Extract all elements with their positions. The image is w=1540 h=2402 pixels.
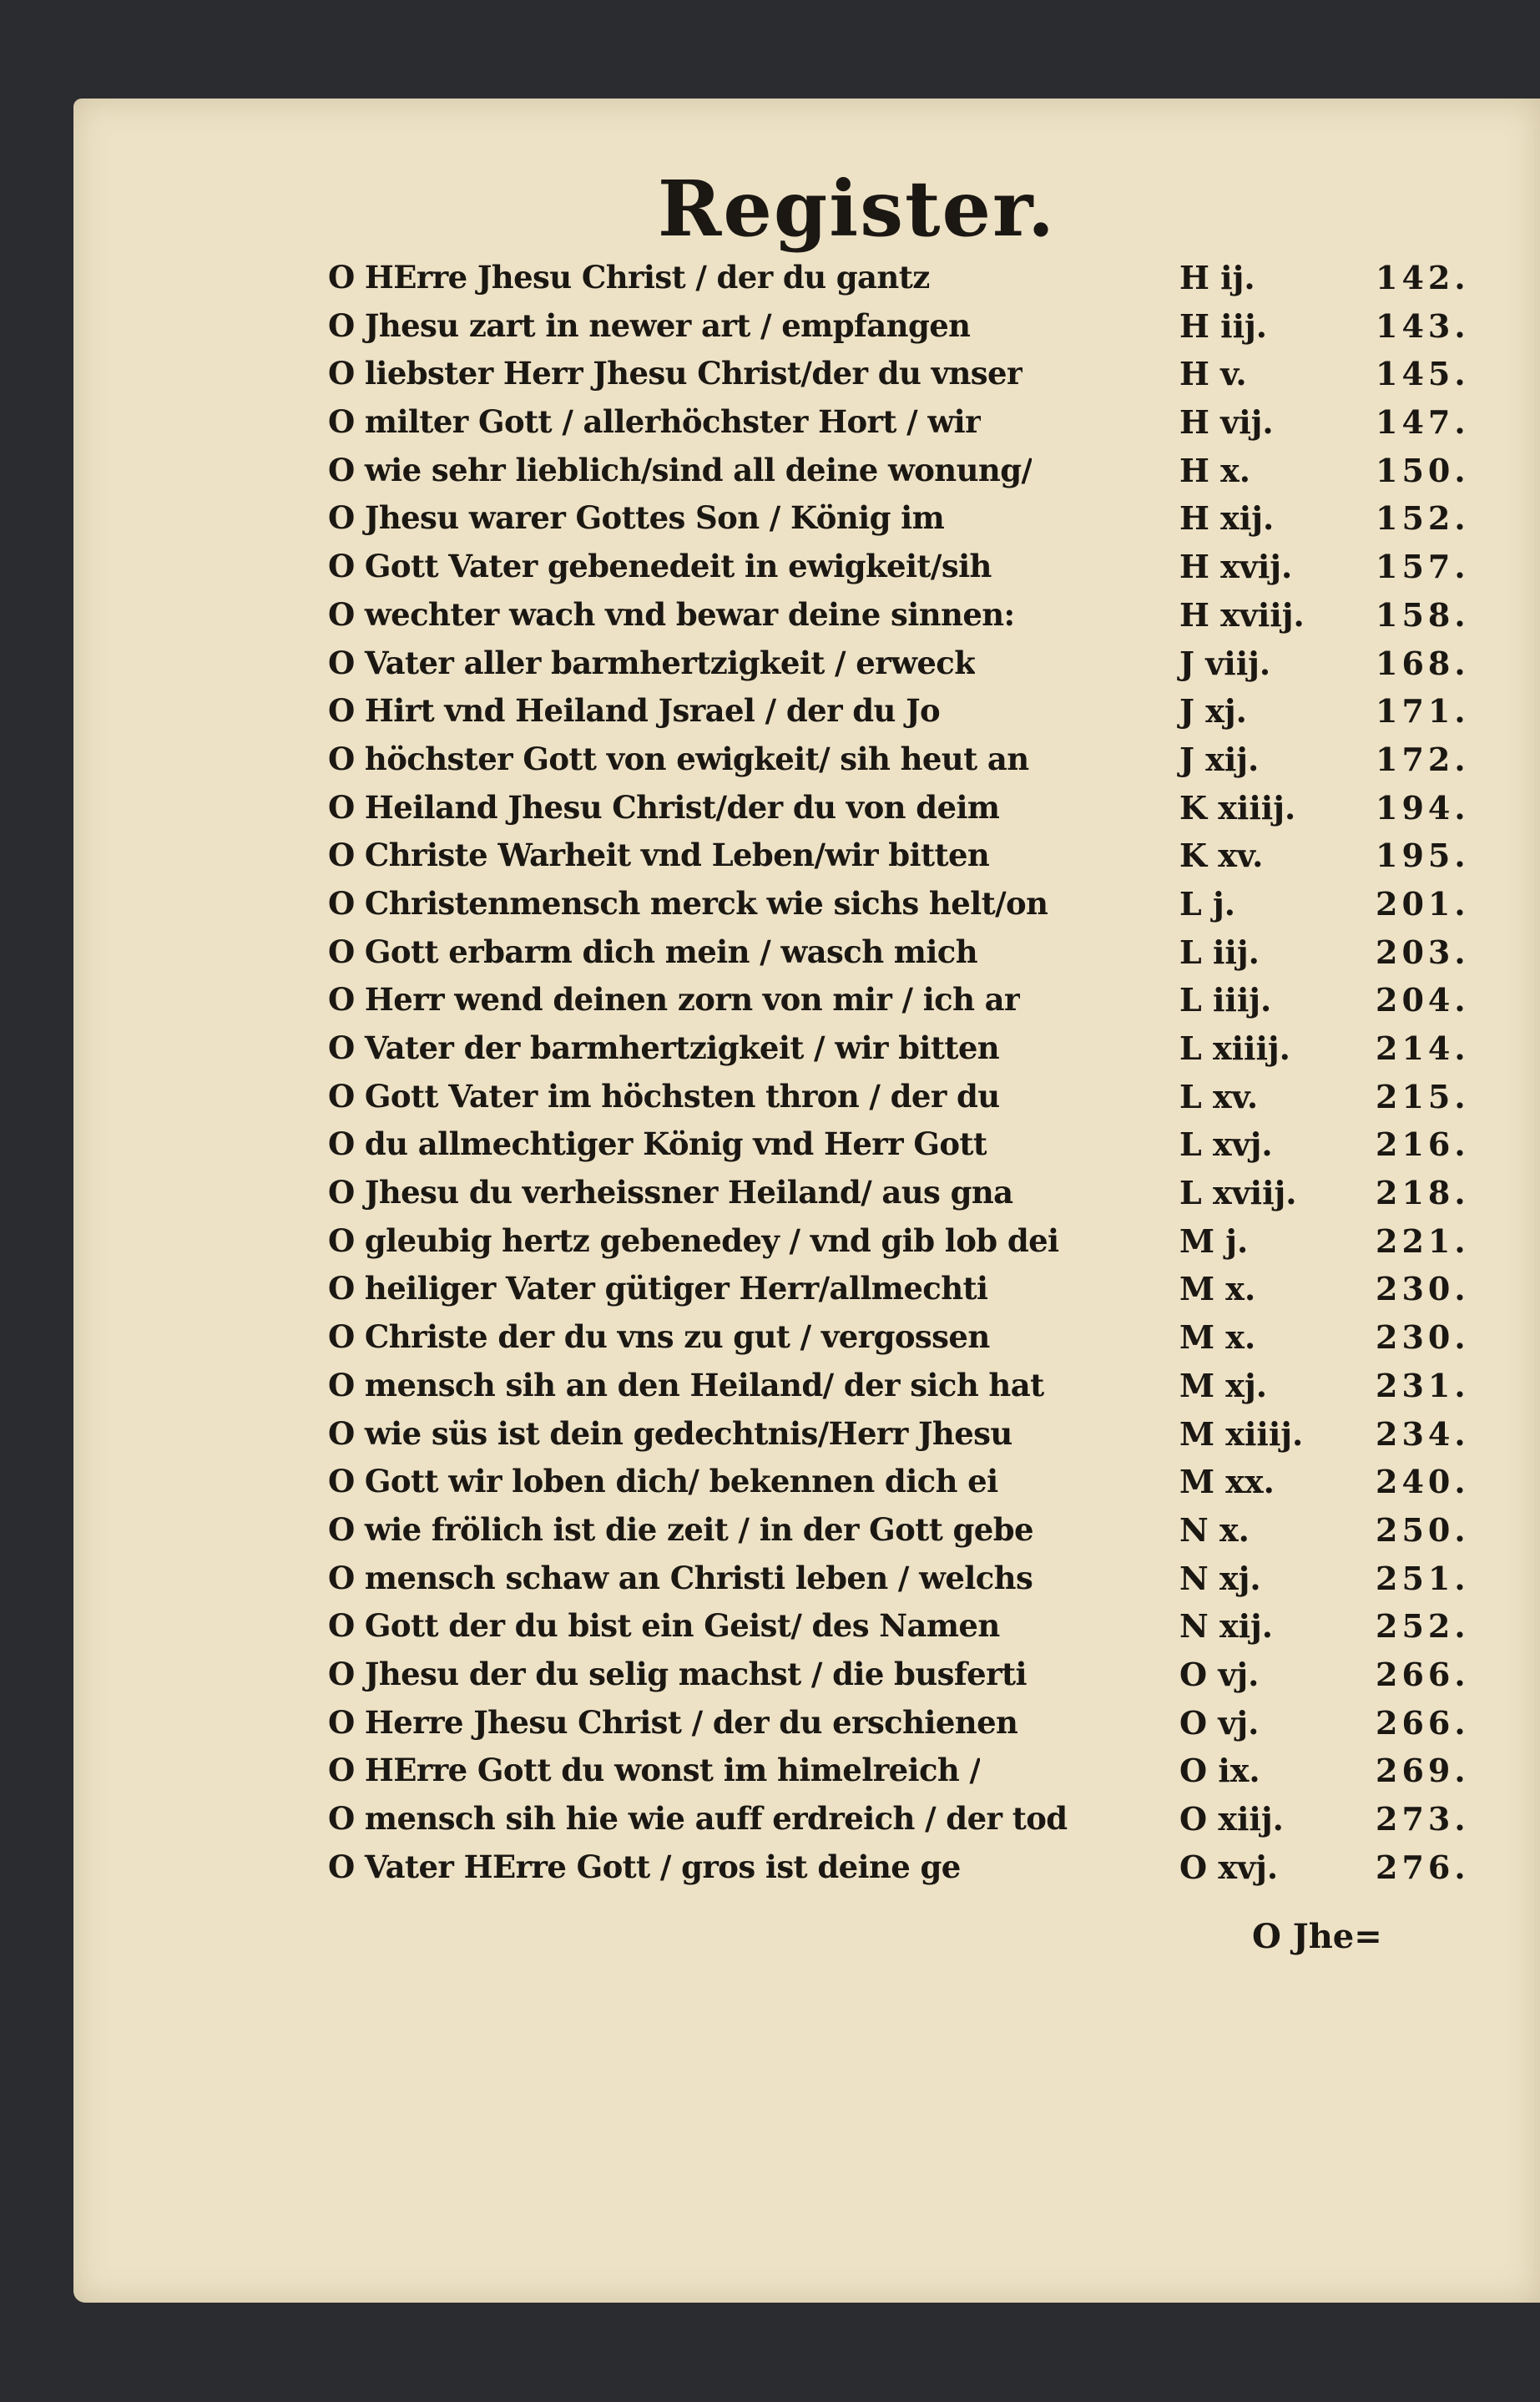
register-entry xyxy=(328,1313,1497,1362)
entry-page-number: 168. xyxy=(1376,644,1470,682)
entry-incipit: O Gott wir loben dich/ bekennen dich ei xyxy=(328,1463,998,1500)
entry-incipit: O Herr wend deinen zorn von mir / ich ar xyxy=(328,981,1020,1019)
entry-page-number: 215. xyxy=(1376,1077,1470,1115)
register-entry xyxy=(328,350,1497,398)
register-entry xyxy=(328,1169,1497,1217)
entry-signature: L xiiij. xyxy=(1179,1029,1290,1067)
entry-incipit: O HErre Jhesu Christ / der du gantz xyxy=(328,259,930,296)
register-entry xyxy=(328,687,1497,736)
entry-incipit: O Vater HErre Gott / gros ist deine ge xyxy=(328,1848,961,1885)
register-entry xyxy=(328,1265,1497,1313)
entry-page-number: 147. xyxy=(1376,403,1470,442)
entry-signature: N x. xyxy=(1179,1510,1250,1549)
entry-signature: L iij. xyxy=(1179,933,1260,971)
register-entry xyxy=(328,543,1497,591)
entry-incipit: O Gott erbarm dich mein / wasch mich xyxy=(328,933,978,970)
entry-signature: O xvj. xyxy=(1179,1848,1279,1886)
entry-incipit: O mensch sih an den Heiland/ der sich hat xyxy=(328,1366,1044,1403)
entry-incipit: O HErre Gott du wonst im himelreich / xyxy=(328,1752,981,1789)
entry-signature: H vij. xyxy=(1179,403,1274,442)
entry-incipit: O Jhesu warer Gottes Son / König im xyxy=(328,499,945,537)
entry-incipit: O mensch sih hie wie auff erdreich / der tod xyxy=(328,1800,1068,1837)
entry-page-number: 252. xyxy=(1376,1607,1470,1646)
entry-page-number: 251. xyxy=(1376,1559,1470,1597)
entry-signature: H v. xyxy=(1179,355,1247,393)
entry-incipit: O wie frölich ist die zeit / in der Gott gebe xyxy=(328,1510,1033,1548)
entry-page-number: 216. xyxy=(1376,1125,1470,1164)
register-entry xyxy=(328,928,1497,977)
entry-page-number: 266. xyxy=(1376,1655,1470,1693)
entry-signature: H xviij. xyxy=(1179,595,1305,634)
entry-incipit: O höchster Gott von ewigkeit/ sih heut an xyxy=(328,740,1029,777)
entry-incipit: O gleubig hertz gebenedey / vnd gib lob dei xyxy=(328,1221,1059,1259)
entry-page-number: 218. xyxy=(1376,1174,1470,1212)
entry-page-number: 231. xyxy=(1376,1366,1470,1404)
register-entry xyxy=(328,398,1497,447)
register-entry xyxy=(328,1362,1497,1410)
entry-incipit: O Christe Warheit vnd Leben/wir bitten xyxy=(328,837,990,874)
entry-page-number: 201. xyxy=(1376,884,1470,923)
entry-signature: K xv. xyxy=(1179,837,1264,875)
entry-signature: H iij. xyxy=(1179,306,1267,345)
register-list xyxy=(328,254,1497,1891)
register-entry xyxy=(328,254,1497,302)
entry-signature: M x. xyxy=(1179,1270,1256,1308)
register-entry xyxy=(328,494,1497,543)
register-entry xyxy=(328,1555,1497,1603)
entry-signature: L xv. xyxy=(1179,1077,1259,1115)
entry-incipit: O wie süs ist dein gedechtnis/Herr Jhesu xyxy=(328,1414,1012,1452)
entry-incipit: O Jhesu der du selig machst / die busferti xyxy=(328,1655,1027,1692)
entry-page-number: 152. xyxy=(1376,499,1470,538)
entry-page-number: 143. xyxy=(1376,306,1470,345)
entry-incipit: O Jhesu du verheissner Heiland/ aus gna xyxy=(328,1174,1013,1211)
catchword: O Jhe= xyxy=(1252,1917,1382,1956)
register-entry xyxy=(328,591,1497,640)
entry-page-number: 204. xyxy=(1376,981,1470,1019)
entry-signature: L iiij. xyxy=(1179,981,1272,1019)
entry-incipit: O milter Gott / allerhöchster Hort / wir xyxy=(328,403,981,441)
entry-signature: N xj. xyxy=(1179,1559,1261,1597)
register-entry xyxy=(328,1699,1497,1747)
entry-page-number: 240. xyxy=(1376,1463,1470,1501)
entry-page-number: 145. xyxy=(1376,355,1470,393)
entry-page-number: 194. xyxy=(1376,788,1470,827)
entry-incipit: O Gott Vater im höchsten thron / der du xyxy=(328,1077,1000,1115)
entry-incipit: O Gott Vater gebenedeit in ewigkeit/sih xyxy=(328,548,992,585)
entry-signature: H x. xyxy=(1179,451,1251,489)
entry-incipit: O Vater der barmhertzigkeit / wir bitten xyxy=(328,1029,1000,1066)
register-entry xyxy=(328,1795,1497,1843)
entry-incipit: O Hirt vnd Heiland Jsrael / der du Jo xyxy=(328,692,941,730)
entry-page-number: 234. xyxy=(1376,1414,1470,1453)
entry-signature: O vj. xyxy=(1179,1703,1260,1742)
register-entry xyxy=(328,880,1497,928)
entry-signature: H xij. xyxy=(1179,499,1275,538)
entry-signature: M xj. xyxy=(1179,1366,1267,1404)
entry-signature: M xiiij. xyxy=(1179,1414,1304,1453)
register-entry xyxy=(328,784,1497,832)
entry-page-number: 171. xyxy=(1376,692,1470,731)
entry-signature: J xj. xyxy=(1179,692,1247,731)
register-entry xyxy=(328,640,1497,688)
entry-signature: L xvj. xyxy=(1179,1125,1273,1164)
register-entry xyxy=(328,1506,1497,1555)
entry-signature: M x. xyxy=(1179,1318,1256,1357)
entry-signature: O xiij. xyxy=(1179,1800,1284,1838)
entry-page-number: 273. xyxy=(1376,1800,1470,1838)
entry-signature: M xx. xyxy=(1179,1463,1275,1501)
entry-incipit: O Christe der du vns zu gut / vergossen xyxy=(328,1318,990,1356)
entry-incipit: O heiliger Vater gütiger Herr/allmechti xyxy=(328,1270,988,1307)
entry-signature: L xviij. xyxy=(1179,1174,1297,1212)
entry-incipit: O wie sehr lieblich/sind all deine wonung/ xyxy=(328,451,1033,488)
register-entry xyxy=(328,832,1497,880)
entry-page-number: 158. xyxy=(1376,595,1470,634)
register-entry xyxy=(328,1120,1497,1169)
entry-signature: H xvij. xyxy=(1179,548,1293,586)
entry-incipit: O Vater aller barmhertzigkeit / erweck xyxy=(328,644,976,681)
entry-incipit: O Gott der du bist ein Geist/ des Namen xyxy=(328,1607,1000,1645)
entry-signature: J xij. xyxy=(1179,740,1260,778)
entry-signature: L j. xyxy=(1179,884,1235,923)
entry-signature: J viij. xyxy=(1179,644,1271,682)
register-entry xyxy=(328,1651,1497,1699)
entry-incipit: O Christenmensch merck wie sichs helt/on xyxy=(328,884,1048,922)
register-entry xyxy=(328,1410,1497,1459)
entry-incipit: O wechter wach vnd bewar deine sinnen: xyxy=(328,595,1015,633)
entry-page-number: 203. xyxy=(1376,933,1470,971)
entry-page-number: 276. xyxy=(1376,1848,1470,1886)
entry-page-number: 157. xyxy=(1376,548,1470,586)
entry-page-number: 195. xyxy=(1376,837,1470,875)
entry-incipit: O Jhesu zart in newer art / empfangen xyxy=(328,306,971,344)
register-entry xyxy=(328,1073,1497,1121)
book-page xyxy=(73,99,1540,2303)
entry-page-number: 230. xyxy=(1376,1318,1470,1357)
entry-incipit: O Heiland Jhesu Christ/der du von deim xyxy=(328,788,1000,826)
entry-page-number: 221. xyxy=(1376,1221,1470,1260)
register-entry xyxy=(328,447,1497,495)
register-entry xyxy=(328,736,1497,784)
entry-page-number: 214. xyxy=(1376,1029,1470,1067)
entry-page-number: 266. xyxy=(1376,1703,1470,1742)
register-entry xyxy=(328,976,1497,1024)
entry-signature: M j. xyxy=(1179,1221,1249,1260)
register-entry xyxy=(328,1843,1497,1892)
entry-incipit: O mensch schaw an Christi leben / welchs xyxy=(328,1559,1033,1596)
register-entry xyxy=(328,1024,1497,1073)
entry-incipit: O Herre Jhesu Christ / der du erschienen xyxy=(328,1703,1018,1741)
register-entry xyxy=(328,1747,1497,1795)
entry-incipit: O du allmechtiger König vnd Herr Gott xyxy=(328,1125,987,1163)
entry-page-number: 250. xyxy=(1376,1510,1470,1549)
entry-signature: K xiiij. xyxy=(1179,788,1296,827)
entry-incipit: O liebster Herr Jhesu Christ/der du vnser xyxy=(328,355,1022,392)
entry-page-number: 269. xyxy=(1376,1752,1470,1790)
page-title: Register. xyxy=(657,164,1057,254)
register-entry xyxy=(328,302,1497,351)
entry-page-number: 172. xyxy=(1376,740,1470,778)
entry-signature: O ix. xyxy=(1179,1752,1260,1790)
entry-signature: O vj. xyxy=(1179,1655,1260,1693)
register-entry xyxy=(328,1458,1497,1506)
entry-page-number: 142. xyxy=(1376,259,1470,296)
entry-signature: H ij. xyxy=(1179,259,1255,296)
entry-page-number: 230. xyxy=(1376,1270,1470,1308)
register-entry xyxy=(328,1217,1497,1266)
entry-page-number: 150. xyxy=(1376,451,1470,489)
entry-signature: N xij. xyxy=(1179,1607,1274,1646)
register-entry xyxy=(328,1602,1497,1651)
